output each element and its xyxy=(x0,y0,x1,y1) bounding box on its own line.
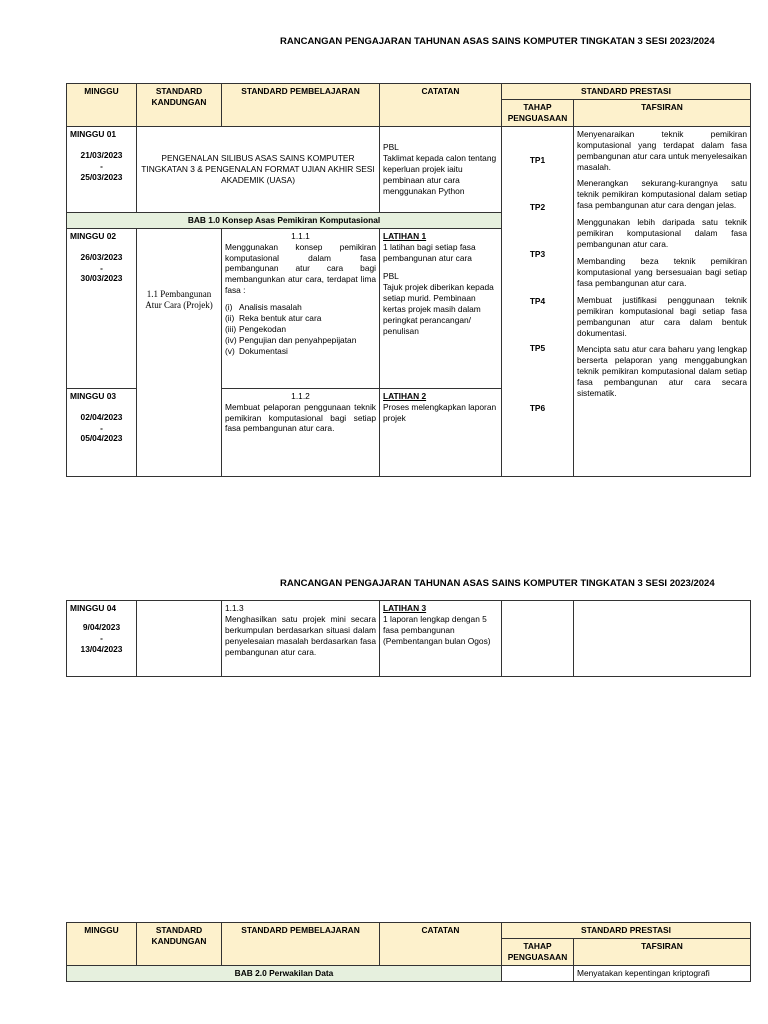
header-tahap-penguasaan: TAHAP PENGUASAAN xyxy=(502,99,574,126)
tafsiran-column xyxy=(574,126,751,476)
header-standard-prestasi: STANDARD PRESTASI xyxy=(502,84,751,100)
week3-dash: - xyxy=(100,422,103,433)
bab2-tp xyxy=(502,965,574,981)
tafsiran-tp4: Membanding beza teknik pemikiran komputasional yang bersesuaian bagi setiap fasa pembangunan atur cara. xyxy=(577,255,747,288)
header-minggu: MINGGU xyxy=(67,923,137,966)
header-tafsiran: TAFSIRAN xyxy=(574,99,751,126)
week2-start: 26/03/2023 xyxy=(80,251,123,262)
week1-content: PENGENALAN SILIBUS ASAS SAINS KOMPUTER TINGKATAN 3 & PENGENALAN FORMAT UJIAN AKHIR SESI AKADEMIK (UASA) xyxy=(137,126,380,212)
latihan-1-body: 1 latihan bagi setiap fasa pembangunan atur cara xyxy=(383,241,476,263)
header-catatan: CATATAN xyxy=(380,923,502,966)
week2-cell xyxy=(67,228,137,388)
week3-cell xyxy=(67,388,137,476)
plan-table-1 xyxy=(66,83,751,477)
tp2-label: TP2 xyxy=(529,201,546,212)
week3-sp-text: Membuat pelaporan penggunaan teknik pemikiran komputasional bagi setiap fasa pembangunan atur cara. xyxy=(225,401,376,434)
week1-cell xyxy=(67,126,137,212)
week2-dash: - xyxy=(100,262,103,273)
page-title: RANCANGAN PENGAJARAN TAHUNAN ASAS SAINS KOMPUTER TINGKATAN 3 SESI 2023/2024 xyxy=(280,578,715,589)
phase-item: (v) Dokumentasi xyxy=(225,345,288,356)
standard-kandungan-1-1: 1.1 Pembangunan Atur Cara (Projek) xyxy=(137,228,222,476)
week1-end: 25/03/2023 xyxy=(80,171,123,182)
week3-end: 05/04/2023 xyxy=(80,433,123,444)
week2-catatan xyxy=(380,228,502,388)
week4-sp-text: Menghasilkan satu projek mini secara berkumpulan berdasarkan situasi dalam penyelesaian masalah berdasarkan fasa pembangunan atur cara. xyxy=(225,613,376,657)
week2-sp xyxy=(222,228,380,388)
tafsiran-tp2: Menerangkan sekurang-kurangnya satu teknik pemikiran komputasional dalam setiap fasa pembangunan atur cara dengan jelas. xyxy=(577,178,747,211)
week4-start: 9/04/2023 xyxy=(82,621,121,632)
week2-sp-code: 1.1.1 xyxy=(291,230,310,241)
header-catatan: CATATAN xyxy=(380,84,502,127)
week3-sp-code: 1.1.2 xyxy=(291,390,310,401)
header-tahap-penguasaan: TAHAP PENGUASAAN xyxy=(502,938,574,965)
phase-item: (ii) Reka bentuk atur cara xyxy=(225,313,322,324)
latihan-3-body: 1 laporan lengkap dengan 5 fasa pembangunan (Pembentangan bulan Ogos) xyxy=(383,613,491,646)
week1-dash: - xyxy=(100,160,103,171)
tp3-label: TP3 xyxy=(529,248,546,259)
week4-cell xyxy=(67,601,137,677)
tafsiran-tp1: Menyenaraikan teknik pemikiran komputasional yang terdapat dalam fasa pembangunan atur cara untuk menyelesaikan masalah. xyxy=(577,128,747,172)
week4-tafsiran xyxy=(574,601,751,677)
tafsiran-tp5: Membuat justifikasi penggunaan teknik pemikiran komputasional bagi setiap fasa pembangunan atur cara dalam bentuk dokumentasi. xyxy=(577,294,747,338)
tp6-label: TP6 xyxy=(529,402,546,413)
week1-catatan-title: PBL xyxy=(383,141,399,152)
header-minggu: MINGGU xyxy=(67,84,137,127)
latihan-3-title: LATIHAN 3 xyxy=(383,603,427,613)
week4-sp xyxy=(222,601,380,677)
tafsiran-tp6: Mencipta satu atur cara baharu yang lengkap berserta pelaporan yang menggabungkan teknik pemikiran komputasional dalam setiap fasa pembangunan atur cara secara sistematik. xyxy=(577,344,747,399)
tafsiran-tp3: Menggunakan lebih daripada satu teknik pemikiran komputasional dalam fasa pembangunan atur cara. xyxy=(577,217,747,250)
week3-start: 02/04/2023 xyxy=(80,411,123,422)
week3-catatan xyxy=(380,388,502,476)
tp4-label: TP4 xyxy=(529,295,546,306)
plan-table-3 xyxy=(66,922,751,982)
week3-sp xyxy=(222,388,380,476)
week2-sp-text: Menggunakan konsep pemikiran komputasional dalam fasa pembangunan atur cara bagi membangunkan atur cara, terdapat lima fasa : xyxy=(225,241,376,296)
bab1-heading: BAB 1.0 Konsep Asas Pemikiran Komputasional xyxy=(67,212,502,228)
latihan-1-title: LATIHAN 1 xyxy=(383,230,427,241)
bab2-heading: BAB 2.0 Perwakilan Data xyxy=(67,965,502,981)
header-tafsiran: TAFSIRAN xyxy=(574,938,751,965)
week4-end: 13/04/2023 xyxy=(80,643,123,654)
tp-column xyxy=(502,126,574,476)
tp1-label: TP1 xyxy=(529,154,546,165)
week1-catatan xyxy=(380,126,502,212)
week3-label: MINGGU 03 xyxy=(70,390,117,401)
plan-table-2 xyxy=(66,600,751,677)
bab2-tafsiran: Menyatakan kepentingan kriptografi xyxy=(574,965,751,981)
week2-pbl-title: PBL xyxy=(383,271,399,282)
week1-start: 21/03/2023 xyxy=(80,149,123,160)
week1-label: MINGGU 01 xyxy=(70,128,117,139)
header-standard-prestasi: STANDARD PRESTASI xyxy=(502,923,751,939)
week4-tp xyxy=(502,601,574,677)
week4-sp-code: 1.1.3 xyxy=(225,603,244,613)
week4-catatan xyxy=(380,601,502,677)
latihan-2-body: Proses melengkapkan laporan projek xyxy=(383,401,497,423)
week2-label: MINGGU 02 xyxy=(70,230,117,241)
header-standard-kandungan: STANDARD KANDUNGAN xyxy=(137,84,222,127)
tp5-label: TP5 xyxy=(529,342,546,353)
header-standard-kandungan: STANDARD KANDUNGAN xyxy=(137,923,222,966)
phase-item: (iii) Pengekodan xyxy=(225,324,287,335)
week1-catatan-body: Taklimat kepada calon tentang keperluan projek iaitu pembinaan atur cara menggunakan Python xyxy=(383,152,497,196)
week4-dash: - xyxy=(100,632,103,643)
latihan-2-title: LATIHAN 2 xyxy=(383,390,427,401)
week2-pbl-body: Tajuk projek diberikan kepada setiap murid. Pembinaan kertas projek masih dalam peringkat perancangan/ penulisan xyxy=(383,282,494,337)
header-standard-pembelajaran: STANDARD PEMBELAJARAN xyxy=(222,923,380,966)
week2-end: 30/03/2023 xyxy=(80,273,123,284)
header-standard-pembelajaran: STANDARD PEMBELAJARAN xyxy=(222,84,380,127)
week4-sk xyxy=(137,601,222,677)
phase-item: (i) Analisis masalah xyxy=(225,302,302,313)
phase-item: (iv) Pengujian dan penyahpepijatan xyxy=(225,334,357,345)
page-title: RANCANGAN PENGAJARAN TAHUNAN ASAS SAINS KOMPUTER TINGKATAN 3 SESI 2023/2024 xyxy=(280,36,715,47)
week4-label: MINGGU 04 xyxy=(70,603,117,613)
